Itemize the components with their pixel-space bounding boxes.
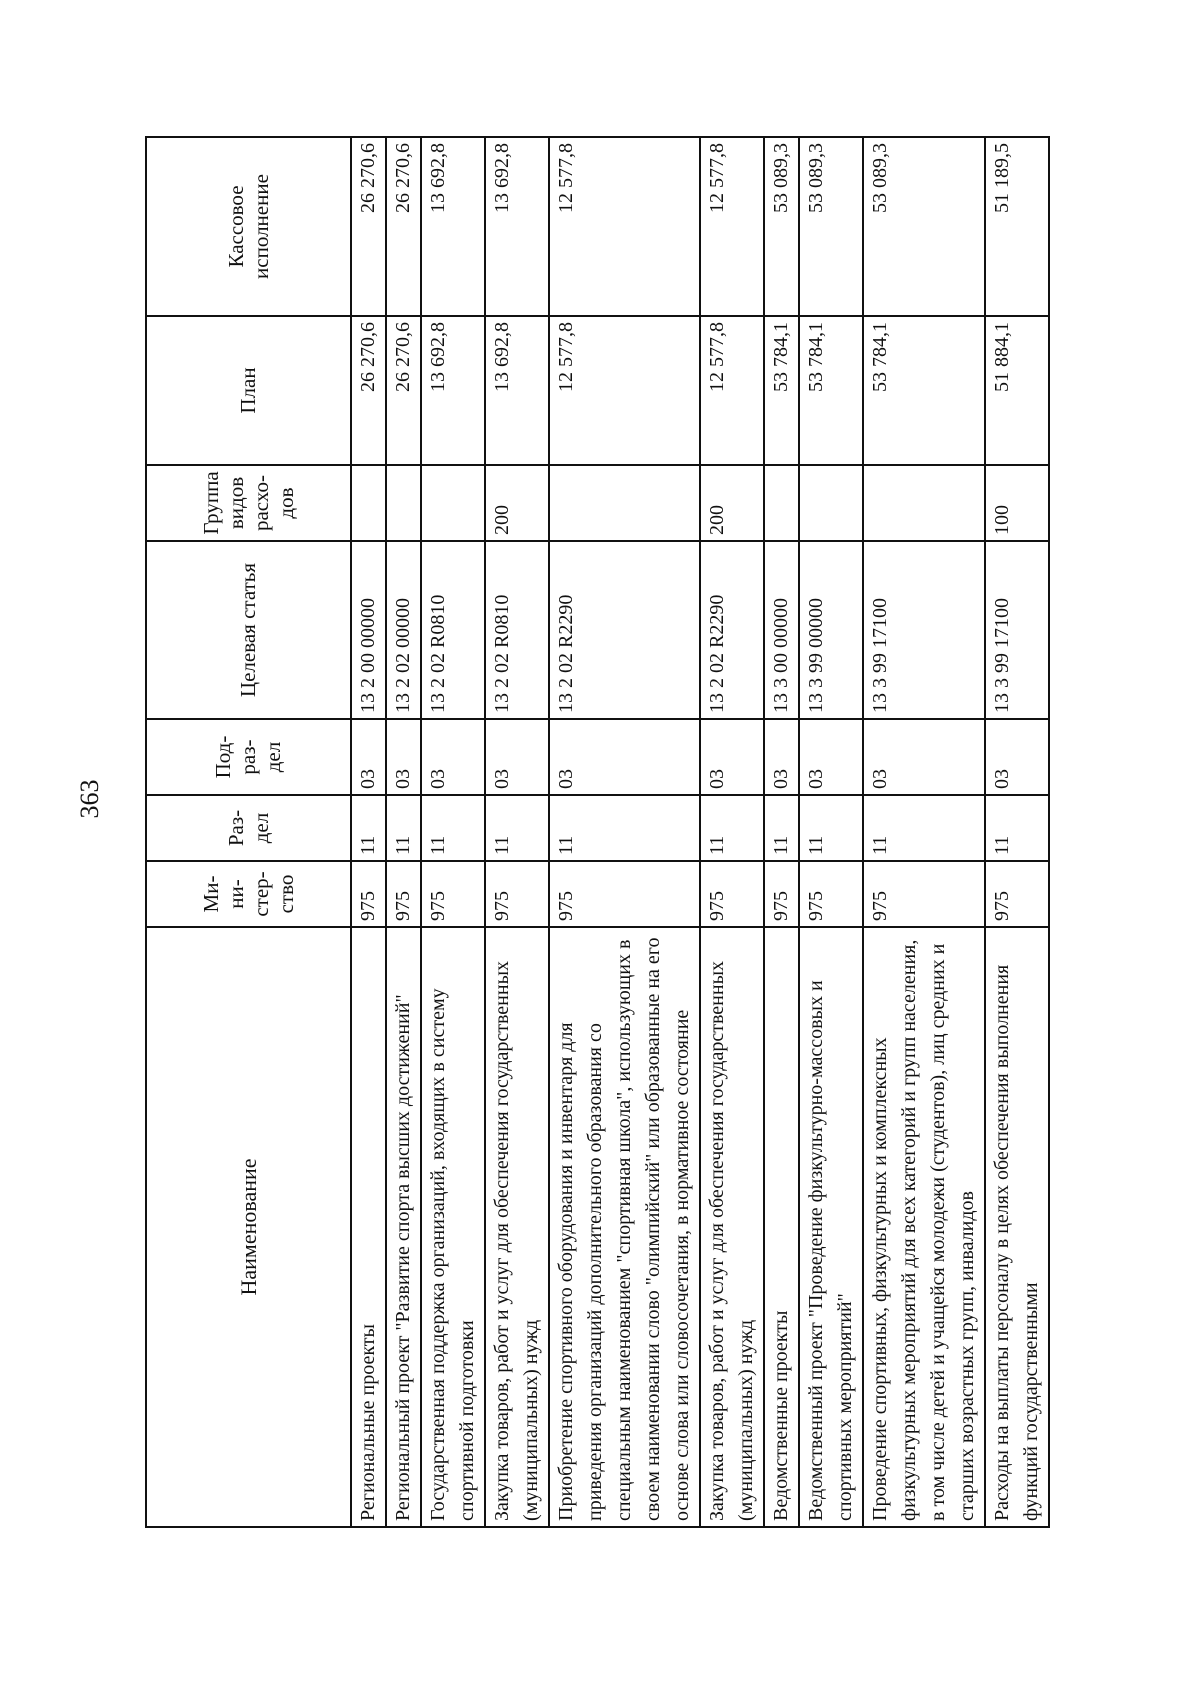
- table-row: [485, 137, 549, 1527]
- header-target: Целевая статья: [146, 541, 351, 719]
- cell-cash: 53 089,3: [764, 137, 799, 316]
- cell-name: Региональный проект "Развитие спорта высших достижений": [386, 927, 421, 1527]
- cell-cash: 13 692,8: [485, 137, 549, 316]
- cell-name: Региональные проекты: [351, 927, 386, 1527]
- cell-target: 13 2 02 R2290: [700, 541, 764, 719]
- cell-ministry: 975: [485, 861, 549, 927]
- cell-plan: 51 884,1: [985, 316, 1049, 465]
- cell-plan: 13 692,8: [485, 316, 549, 465]
- cell-expense-group: [799, 465, 863, 541]
- cell-section: 11: [985, 795, 1049, 861]
- cell-cash: 12 577,8: [549, 137, 700, 316]
- cell-section: 11: [421, 795, 485, 861]
- cell-section: 11: [700, 795, 764, 861]
- cell-expense-group: 200: [485, 465, 549, 541]
- cell-target: 13 2 02 R2290: [549, 541, 700, 719]
- cell-name: Закупка товаров, работ и услуг для обеспечения государственных (муниципальных) нужд: [485, 927, 549, 1527]
- cell-expense-group: 100: [985, 465, 1049, 541]
- header-section: Раз-дел: [146, 795, 351, 861]
- rotated-table-container: [145, 138, 1045, 1528]
- header-ministry: Ми-ни-стер-ство: [146, 861, 351, 927]
- cell-name: Расходы на выплаты персоналу в целях обеспечения выполнения функций государственными: [985, 927, 1049, 1527]
- cell-subsection: 03: [421, 719, 485, 795]
- cell-ministry: 975: [421, 861, 485, 927]
- cell-name: Проведение спортивных, физкультурных и комплексных физкультурных мероприятий для всех категорий и групп населения, в том числе детей и учащейся молодежи (студентов), лиц средних и старших возрастных групп, инвалидов: [863, 927, 985, 1527]
- table-row: [863, 137, 985, 1527]
- cell-plan: 26 270,6: [386, 316, 421, 465]
- cell-subsection: 03: [764, 719, 799, 795]
- cell-plan: 53 784,1: [863, 316, 985, 465]
- cell-section: 11: [549, 795, 700, 861]
- cell-name: Ведомственный проект "Проведение физкультурно-массовых и спортивных мероприятий": [799, 927, 863, 1527]
- cell-plan: 13 692,8: [421, 316, 485, 465]
- cell-plan: 53 784,1: [799, 316, 863, 465]
- cell-cash: 26 270,6: [351, 137, 386, 316]
- cell-ministry: 975: [351, 861, 386, 927]
- table-row: [700, 137, 764, 1527]
- cell-plan: 26 270,6: [351, 316, 386, 465]
- cell-target: 13 2 02 R0810: [485, 541, 549, 719]
- cell-name: Ведомственные проекты: [764, 927, 799, 1527]
- cell-plan: 12 577,8: [549, 316, 700, 465]
- cell-subsection: 03: [386, 719, 421, 795]
- cell-section: 11: [351, 795, 386, 861]
- cell-subsection: 03: [485, 719, 549, 795]
- header-expense-group: Группа видов расхо-дов: [146, 465, 351, 541]
- cell-expense-group: [764, 465, 799, 541]
- cell-section: 11: [386, 795, 421, 861]
- cell-cash: 51 189,5: [985, 137, 1049, 316]
- cell-subsection: 03: [985, 719, 1049, 795]
- cell-cash: 53 089,3: [863, 137, 985, 316]
- table-header: [146, 137, 351, 1527]
- cell-plan: 53 784,1: [764, 316, 799, 465]
- cell-plan: 12 577,8: [700, 316, 764, 465]
- cell-section: 11: [764, 795, 799, 861]
- cell-ministry: 975: [863, 861, 985, 927]
- table-row: [764, 137, 799, 1527]
- header-name: Наименование: [146, 927, 351, 1527]
- table-row: [985, 137, 1049, 1527]
- cell-target: 13 3 99 17100: [985, 541, 1049, 719]
- table-body: [351, 137, 1049, 1527]
- cell-target: 13 3 99 17100: [863, 541, 985, 719]
- cell-expense-group: [386, 465, 421, 541]
- cell-subsection: 03: [351, 719, 386, 795]
- cell-ministry: 975: [549, 861, 700, 927]
- header-cash: Кассовое исполнение: [146, 137, 351, 316]
- cell-ministry: 975: [799, 861, 863, 927]
- table-row: [351, 137, 386, 1527]
- page-number: 363: [75, 779, 104, 819]
- cell-expense-group: [549, 465, 700, 541]
- cell-ministry: 975: [386, 861, 421, 927]
- cell-ministry: 975: [700, 861, 764, 927]
- cell-expense-group: [863, 465, 985, 541]
- cell-subsection: 03: [863, 719, 985, 795]
- cell-name: Государственная поддержка организаций, входящих в систему спортивной подготовки: [421, 927, 485, 1527]
- table-row: [421, 137, 485, 1527]
- budget-table: [145, 136, 1050, 1528]
- header-plan: План: [146, 316, 351, 465]
- cell-expense-group: 200: [700, 465, 764, 541]
- cell-section: 11: [485, 795, 549, 861]
- cell-section: 11: [863, 795, 985, 861]
- cell-subsection: 03: [549, 719, 700, 795]
- cell-ministry: 975: [764, 861, 799, 927]
- table-row: [799, 137, 863, 1527]
- cell-name: Приобретение спортивного оборудования и инвентаря для приведения организаций дополнительного образования со специальным наименованием "спортивная школа", использующих в своем наименовании слово "олимпийский" или образованные на его основе слова или словосочетания, в нормативное состояние: [549, 927, 700, 1527]
- cell-target: 13 3 99 00000: [799, 541, 863, 719]
- table-row: [549, 137, 700, 1527]
- cell-subsection: 03: [700, 719, 764, 795]
- cell-cash: 53 089,3: [799, 137, 863, 316]
- cell-section: 11: [799, 795, 863, 861]
- table-row: [386, 137, 421, 1527]
- cell-ministry: 975: [985, 861, 1049, 927]
- cell-name: Закупка товаров, работ и услуг для обеспечения государственных (муниципальных) нужд: [700, 927, 764, 1527]
- cell-cash: 13 692,8: [421, 137, 485, 316]
- cell-target: 13 2 02 R0810: [421, 541, 485, 719]
- cell-cash: 12 577,8: [700, 137, 764, 316]
- cell-cash: 26 270,6: [386, 137, 421, 316]
- cell-target: 13 3 00 00000: [764, 541, 799, 719]
- cell-expense-group: [421, 465, 485, 541]
- cell-target: 13 2 00 00000: [351, 541, 386, 719]
- cell-expense-group: [351, 465, 386, 541]
- cell-subsection: 03: [799, 719, 863, 795]
- cell-target: 13 2 02 00000: [386, 541, 421, 719]
- header-subsection: Под-раз-дел: [146, 719, 351, 795]
